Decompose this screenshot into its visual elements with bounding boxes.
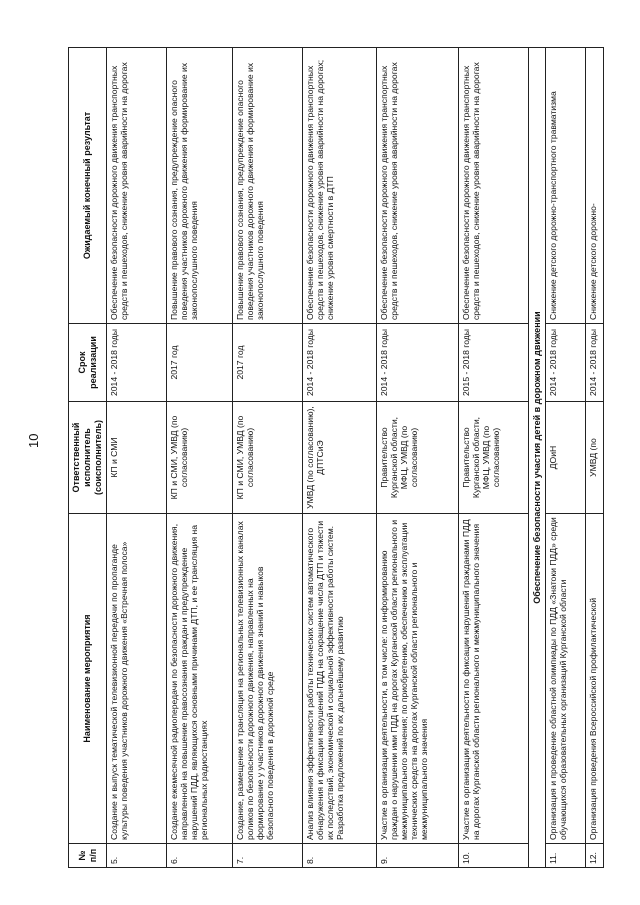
cell-executor: Правительство Курганской области, МФЦ, УМВД (по согласованию) <box>377 402 459 514</box>
table-row <box>233 48 303 868</box>
cell-num: 11. <box>546 844 586 868</box>
cell-name: Анализ влияния эффективности работы технических систем автоматического обнаружения и фиксации нарушений ПДД на сокращение числа ДТП и тяжести их последствий, экономической и социальной эффективности работы систем. Разработка предложений по их дальнейшему развитию <box>303 514 377 844</box>
cell-term: 2014 - 2018 годы <box>586 324 604 402</box>
page-number: 10 <box>26 433 41 448</box>
cell-executor: Правительство Курганской области, МФЦ, УМВД (по согласованию) <box>459 402 529 514</box>
table-row <box>546 48 586 868</box>
section-title: Обеспечение безопасности участия детей в дорожном движении <box>529 48 546 868</box>
cell-name: Участие в организации деятельности по фиксации нарушений гражданами ПДД на дорогах Курганской области регионального и межмуниципального значения <box>459 514 529 844</box>
cell-name: Создание и выпуск тематической телевизионной передачи по пропаганде культуры поведения участников дорожного движения «Встречная полоса» <box>107 514 167 844</box>
cell-term: 2017 год <box>233 324 303 402</box>
cell-num: 7. <box>233 844 303 868</box>
cell-executor: ДОиН <box>546 402 586 514</box>
cell-executor: КП и СМИ, УМВД (по согласованию) <box>167 402 233 514</box>
cell-result: Повышение правового сознания, предупреждение опасного поведения участников дорожного движения и формирование их законопослушного поведения <box>233 48 303 324</box>
cell-name: Участие в организации деятельности, в том числе: по информированию граждан о нарушении ими ПДД на дорогах Курганской области регионального и межмуниципального значения; по приобретению, обеспечению и эксплуатации технических средств на дорогах Курганской области регионального и межмуниципального значения <box>377 514 459 844</box>
cell-executor: КП и СМИ <box>107 402 167 514</box>
cell-term: 2017 год <box>167 324 233 402</box>
cell-term: 2015 - 2018 годы <box>459 324 529 402</box>
section-row <box>529 48 546 868</box>
cell-result: Обеспечение безопасности дорожного движения транспортных средств и пешеходов, снижение уровня аварийности на дорогах <box>377 48 459 324</box>
rotated-page <box>68 48 598 868</box>
cell-result: Снижение детского дорожно- <box>586 48 604 324</box>
cell-executor: УМВД (по <box>586 402 604 514</box>
header-num: № п/п <box>69 844 107 868</box>
cell-result: Снижение детского дорожно-транспортного травматизма <box>546 48 586 324</box>
table-row <box>107 48 167 868</box>
table-row <box>167 48 233 868</box>
cell-executor: УМВД (по согласованию), ДПТСиЭ <box>303 402 377 514</box>
table-row <box>586 48 604 868</box>
cell-num: 10. <box>459 844 529 868</box>
cell-name: Создание ежемесячной радиопередачи по безопасности дорожного движения, направленной на повышение правосознания граждан и предупреждение нарушений ПДД, являющихся основными причинами ДТП, и ее трансляция на региональных радиостанциях <box>167 514 233 844</box>
cell-term: 2014 - 2018 годы <box>303 324 377 402</box>
cell-name: Организация проведения Всероссийской профилактической <box>586 514 604 844</box>
cell-term: 2014 - 2018 годы <box>377 324 459 402</box>
header-name: Наименование мероприятия <box>69 514 107 844</box>
header-term: Срок реализации <box>69 324 107 402</box>
cell-num: 5. <box>107 844 167 868</box>
cell-num: 12. <box>586 844 604 868</box>
cell-result: Обеспечение безопасности дорожного движения транспортных средств и пешеходов, снижение уровня аварийности на дорогах <box>107 48 167 324</box>
header-executor: Ответственный исполнитель (соисполнитель) <box>69 402 107 514</box>
table-header-row <box>69 48 107 868</box>
cell-term: 2014 - 2018 годы <box>546 324 586 402</box>
cell-name: Организация и проведение областной олимпиады по ПДД «Знатоки ПДД» среди обучающихся образовательных организаций Курганской области <box>546 514 586 844</box>
cell-result: Обеспечение безопасности дорожного движения транспортных средств и пешеходов, снижение уровня аварийности на дорогах <box>459 48 529 324</box>
cell-name: Создание, размещение и трансляция на региональных телевизионных каналах роликов по безопасности дорожного движения, направленных на формирование у участников дорожного движения знаний и навыков безопасного поведения в дорожной среде <box>233 514 303 844</box>
cell-num: 9. <box>377 844 459 868</box>
cell-executor: КП и СМИ, УМВД (по согласованию) <box>233 402 303 514</box>
cell-num: 6. <box>167 844 233 868</box>
cell-term: 2014 - 2018 годы <box>107 324 167 402</box>
cell-result: Обеспечение безопасности дорожного движения транспортных средств и пешеходов, снижение уровня аварийности на дорогах; снижение уровня смертности в ДТП <box>303 48 377 324</box>
table-row <box>303 48 377 868</box>
header-result: Ожидаемый конечный результат <box>69 48 107 324</box>
table-row <box>459 48 529 868</box>
cell-result: Повышение правового сознания, предупреждение опасного поведения участников дорожного движения и формирование их законопослушного поведения <box>167 48 233 324</box>
table-row <box>377 48 459 868</box>
measures-table <box>68 47 604 868</box>
cell-num: 8. <box>303 844 377 868</box>
